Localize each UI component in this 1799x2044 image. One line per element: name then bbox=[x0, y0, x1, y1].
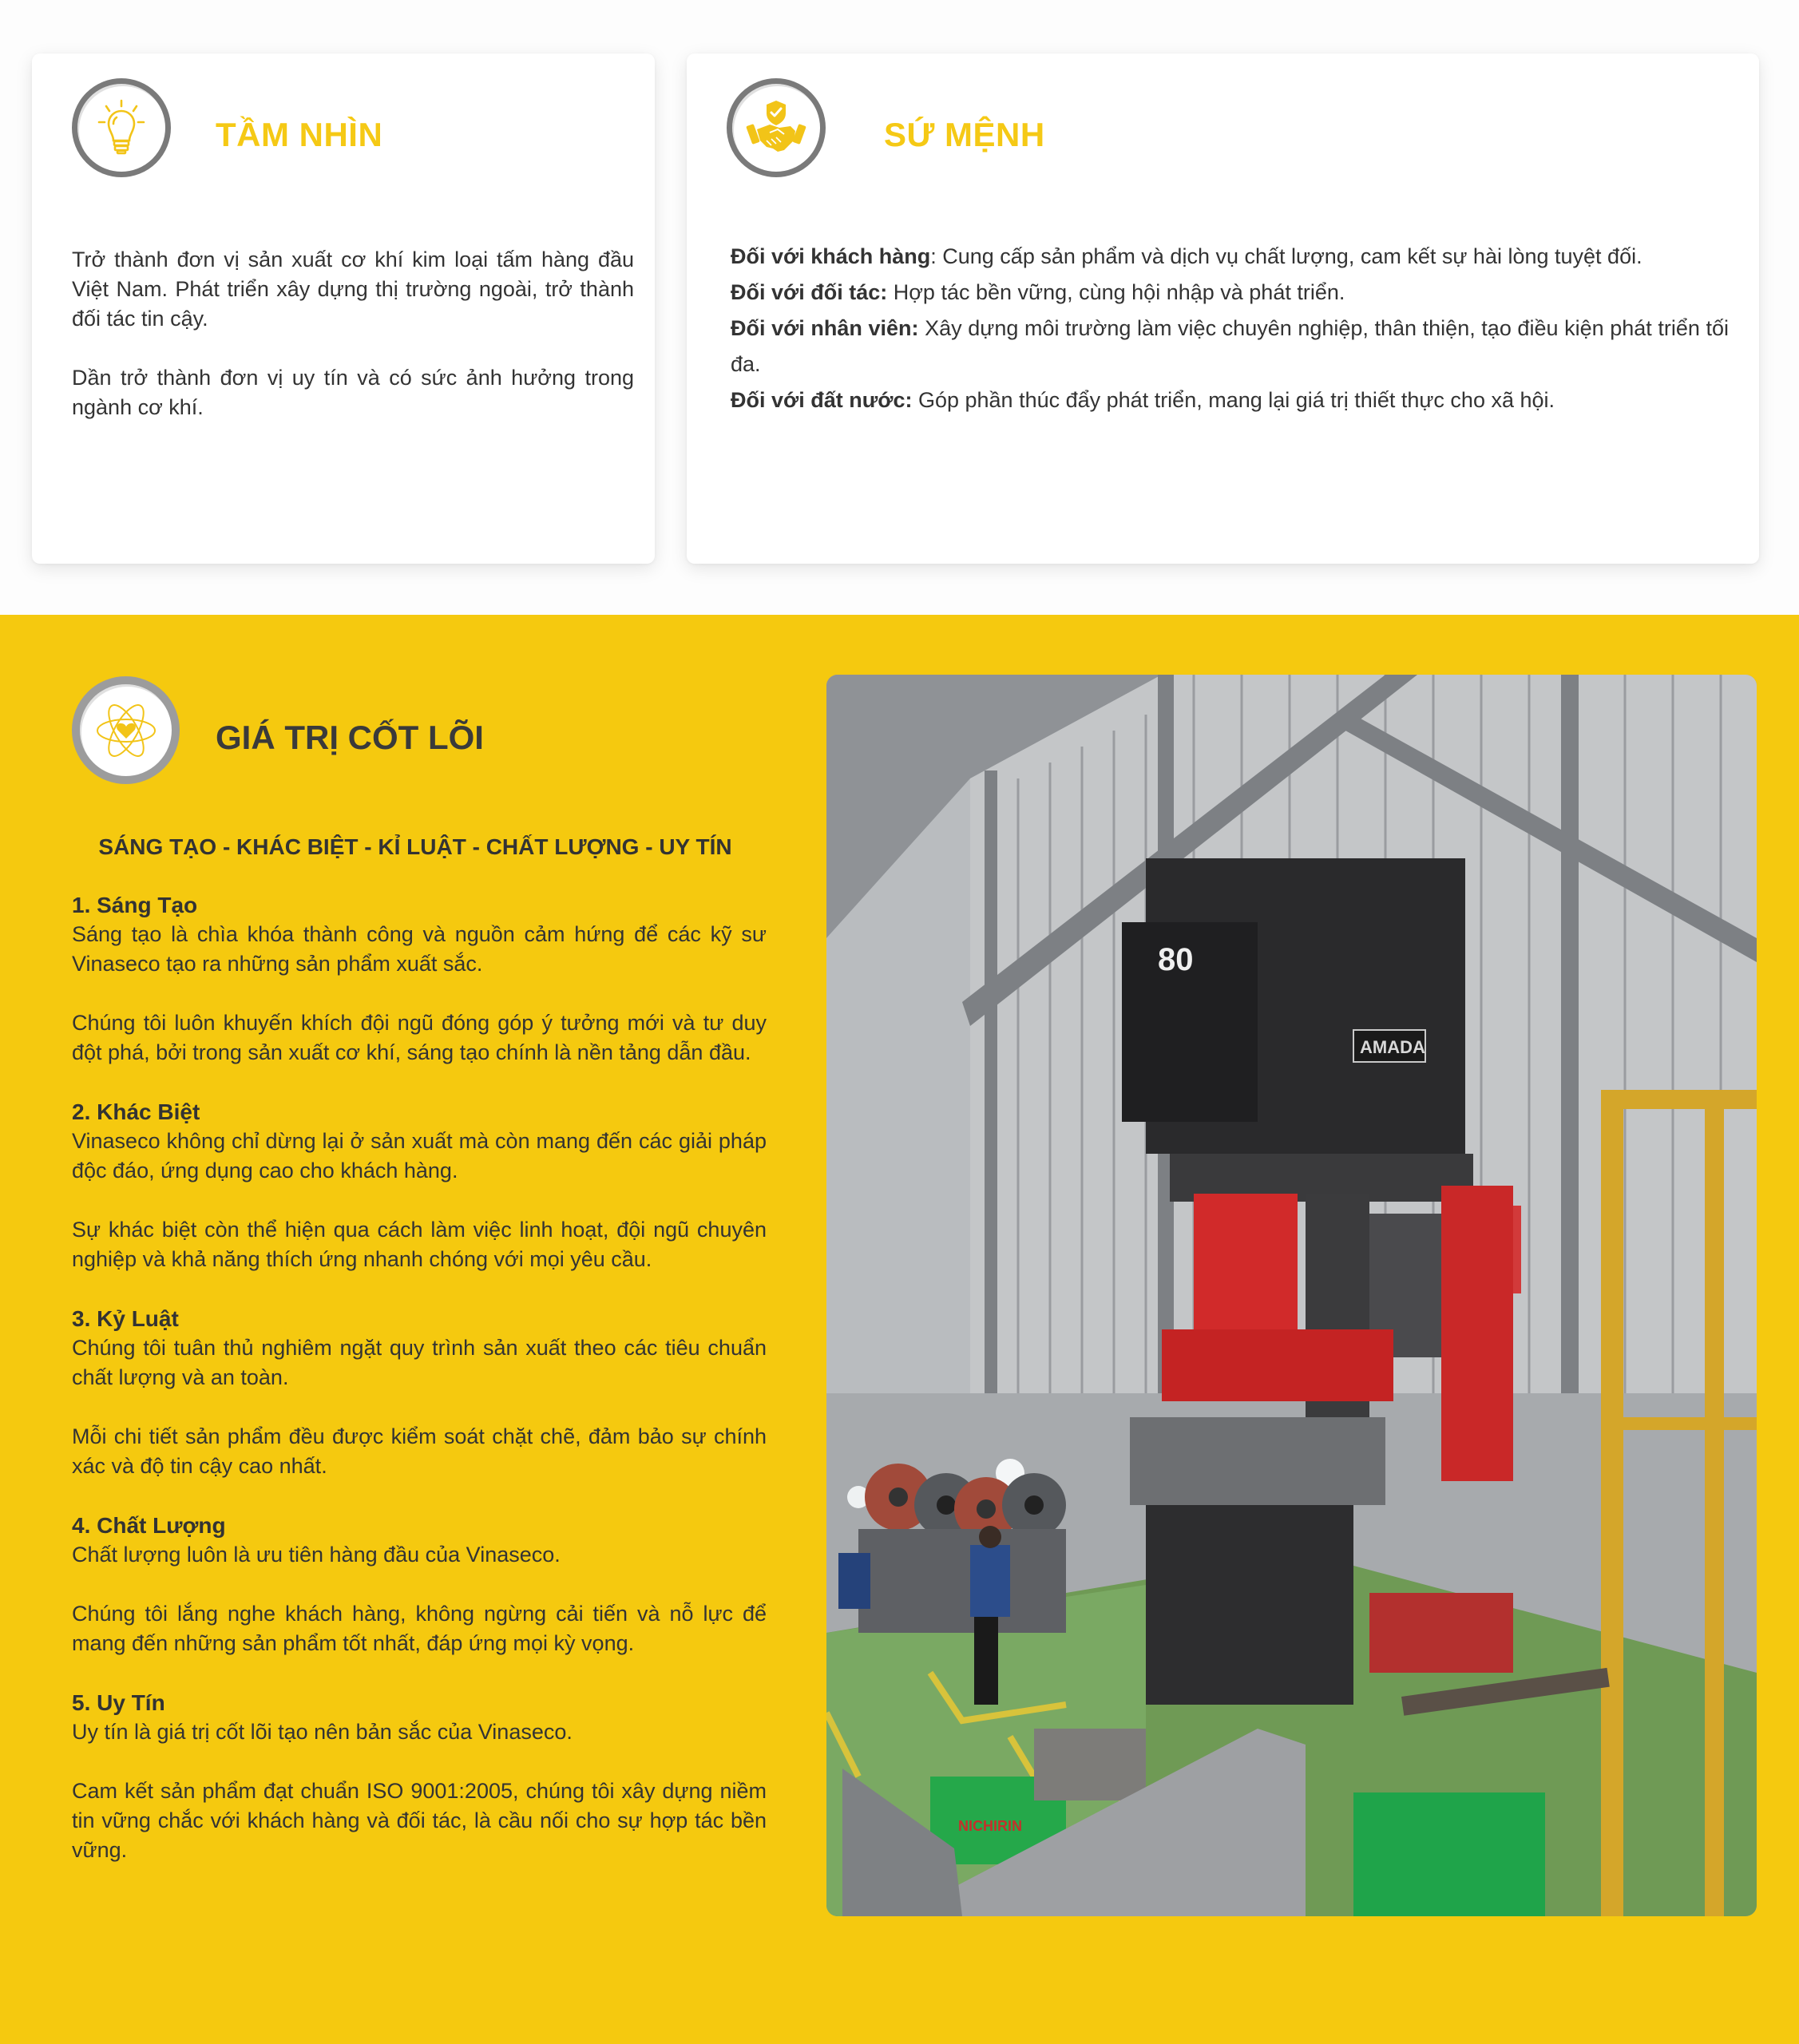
value-heading: 5. Uy Tín bbox=[72, 1690, 165, 1715]
value-heading: 1. Sáng Tạo bbox=[72, 893, 198, 917]
value-paragraph: Vinaseco không chỉ dừng lại ở sản xuất mà còn mang đến các giải pháp độc đáo, ứng dụng cao cho khách hàng. bbox=[72, 1129, 767, 1182]
value-paragraph: Uy tín là giá trị cốt lõi tạo nên bản sắc của Vinaseco. bbox=[72, 1720, 573, 1744]
value-item-sang-tao bbox=[72, 890, 767, 1068]
value-paragraph: Cam kết sản phẩm đạt chuẩn ISO 9001:2005, chúng tôi xây dựng niềm tin vững chắc với khách hàng và đối tác, là cầu nối cho sự hợp tác bền vững. bbox=[72, 1779, 767, 1862]
value-paragraph: Chất lượng luôn là ưu tiên hàng đầu của Vinaseco. bbox=[72, 1543, 561, 1567]
handshake-shield-icon bbox=[727, 78, 826, 177]
value-heading: 4. Chất Lượng bbox=[72, 1513, 226, 1538]
value-item-uy-tin bbox=[72, 1688, 767, 1865]
core-values-tagline: SÁNG TẠO - KHÁC BIỆT - KỈ LUẬT - CHẤT LƯỢNG - UY TÍN bbox=[98, 834, 732, 859]
value-paragraph: Chúng tôi luôn khuyến khích đội ngũ đóng góp ý tưởng mới và tư duy đột phá, bởi trong sản xuất cơ khí, sáng tạo chính là nền tảng dẫn đầu. bbox=[72, 1011, 767, 1064]
vision-title: TẦM NHÌN bbox=[216, 116, 383, 153]
vision-mission-section bbox=[0, 0, 1799, 615]
mission-item: Đối với nhân viên: Xây dựng môi trường làm việc chuyên nghiệp, thân thiện, tạo điều kiện phát triển tối đa. bbox=[731, 316, 1729, 376]
lightbulb-icon bbox=[72, 78, 171, 177]
mission-title: SỨ MỆNH bbox=[884, 116, 1045, 153]
value-item-khac-biet bbox=[72, 1097, 767, 1274]
vision-body bbox=[72, 245, 634, 422]
mission-card bbox=[687, 53, 1759, 564]
value-paragraph: Sự khác biệt còn thể hiện qua cách làm việc linh hoạt, đội ngũ chuyên nghiệp và khả năng thích ứng nhanh chóng với mọi yêu cầu. bbox=[72, 1218, 767, 1271]
vision-paragraph: Dần trở thành đơn vị uy tín và có sức ảnh hưởng trong ngành cơ khí. bbox=[72, 366, 634, 419]
value-paragraph: Chúng tôi lắng nghe khách hàng, không ngừng cải tiến và nỗ lực để mang đến những sản phẩm tốt nhất, đáp ứng mọi kỳ vọng. bbox=[72, 1602, 767, 1655]
core-values-title: GIÁ TRỊ CỐT LÕI bbox=[216, 719, 484, 756]
svg-text:AMADA: AMADA bbox=[1360, 1037, 1425, 1057]
mission-item: Đối với đất nước: Góp phần thúc đẩy phát triển, mang lại giá trị thiết thực cho xã hội. bbox=[731, 388, 1555, 412]
value-item-ky-luat bbox=[72, 1304, 767, 1481]
value-heading: 2. Khác Biệt bbox=[72, 1099, 200, 1124]
mission-item: Đối với khách hàng: Cung cấp sản phẩm và dịch vụ chất lượng, cam kết sự hài lòng tuyệt đối. bbox=[731, 244, 1642, 268]
value-paragraph: Mỗi chi tiết sản phẩm đều được kiểm soát chặt chẽ, đảm bảo sự chính xác và độ tin cậy cao nhất. bbox=[72, 1424, 767, 1478]
mission-item: Đối với đối tác: Hợp tác bền vững, cùng hội nhập và phát triển. bbox=[731, 280, 1345, 304]
vision-card bbox=[32, 53, 655, 564]
value-heading: 3. Kỷ Luật bbox=[72, 1306, 179, 1331]
svg-text:80: 80 bbox=[1158, 942, 1194, 977]
value-paragraph: Chúng tôi tuân thủ nghiêm ngặt quy trình sản xuất theo các tiêu chuẩn chất lượng và an toàn. bbox=[72, 1336, 767, 1389]
factory-floor-photo bbox=[826, 675, 1757, 1916]
atom-heart-icon bbox=[72, 676, 180, 784]
value-item-chat-luong bbox=[72, 1511, 767, 1658]
core-values-section bbox=[0, 615, 1799, 2044]
vision-paragraph: Trở thành đơn vị sản xuất cơ khí kim loại tấm hàng đầu Việt Nam. Phát triển xây dựng thị trường ngoài, trở thành đối tác tin cậy. bbox=[72, 248, 634, 331]
value-paragraph: Sáng tạo là chìa khóa thành công và nguồn cảm hứng để các kỹ sư Vinaseco tạo ra những sản phẩm xuất sắc. bbox=[72, 922, 767, 976]
mission-body bbox=[731, 239, 1729, 418]
core-values-list bbox=[72, 890, 767, 1895]
svg-text:NICHIRIN: NICHIRIN bbox=[958, 1818, 1022, 1834]
